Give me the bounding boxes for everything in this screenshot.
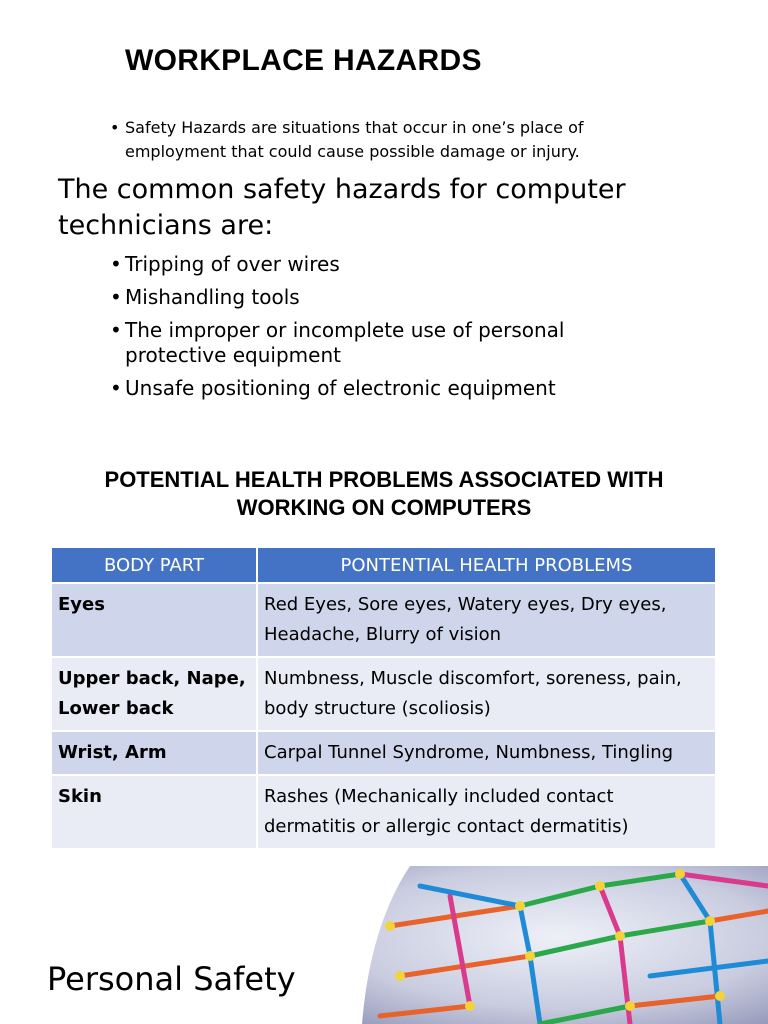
footer-title: Personal Safety — [47, 960, 296, 998]
body-part-cell: Upper back, Nape, Lower back — [52, 657, 257, 731]
health-problems-table — [52, 548, 715, 848]
hazard-item — [110, 318, 670, 368]
page-title: WORKPLACE HAZARDS — [125, 44, 482, 77]
hazard-item-text: The improper or incomplete use of personal protective equipment — [125, 318, 565, 367]
hazard-item-text: Tripping of over wires — [125, 252, 340, 276]
table-header-row — [52, 548, 715, 583]
body-part-cell: Eyes — [52, 583, 257, 657]
intro-bullet-text: Safety Hazards are situations that occur in one’s place of employment that could cause possible damage or injury. — [125, 118, 584, 161]
hazard-item — [110, 252, 670, 277]
header-body-part: BODY PART — [52, 548, 257, 583]
bullet-icon: • — [110, 118, 120, 137]
intro-bullet-list — [110, 116, 670, 164]
bullet-icon: • — [110, 285, 122, 309]
hazard-item-text: Unsafe positioning of electronic equipment — [125, 376, 556, 400]
lattice-structure-image — [300, 866, 768, 1024]
body-part-cell: Skin — [52, 775, 257, 848]
hazard-list — [110, 252, 670, 409]
health-section-heading: POTENTIAL HEALTH PROBLEMS ASSOCIATED WITH WORKING ON COMPUTERS — [104, 467, 664, 520]
table-row — [52, 775, 715, 848]
header-health-problems: PONTENTIAL HEALTH PROBLEMS — [257, 548, 715, 583]
problems-cell: Carpal Tunnel Syndrome, Numbness, Tingling — [257, 731, 715, 775]
hazard-item — [110, 285, 670, 310]
table-row — [52, 583, 715, 657]
intro-bullet-item — [110, 116, 670, 164]
bullet-icon: • — [110, 376, 122, 400]
problems-cell: Numbness, Muscle discomfort, soreness, pain, body structure (scoliosis) — [257, 657, 715, 731]
table-row — [52, 731, 715, 775]
body-part-cell: Wrist, Arm — [52, 731, 257, 775]
bullet-icon: • — [110, 252, 122, 276]
hazard-item — [110, 376, 670, 401]
bullet-icon: • — [110, 318, 122, 342]
problems-cell: Rashes (Mechanically included contact dermatitis or allergic contact dermatitis) — [257, 775, 715, 848]
problems-cell: Red Eyes, Sore eyes, Watery eyes, Dry eyes, Headache, Blurry of vision — [257, 583, 715, 657]
hazards-subheading: The common safety hazards for computer technicians are: — [58, 174, 626, 241]
hazard-item-text: Mishandling tools — [125, 285, 300, 309]
table-row — [52, 657, 715, 731]
